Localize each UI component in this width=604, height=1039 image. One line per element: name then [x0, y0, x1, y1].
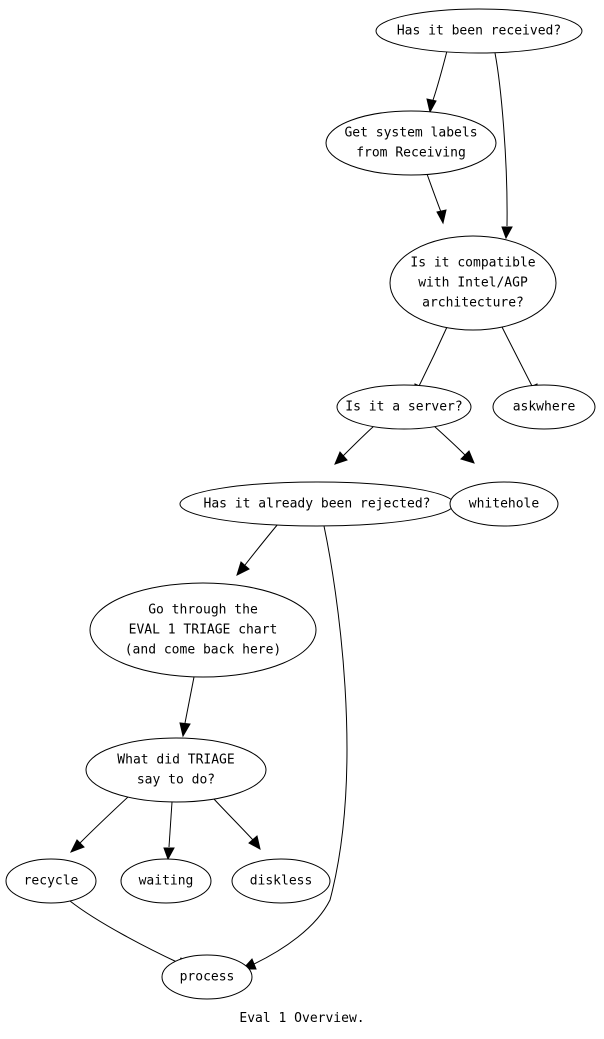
- edge-rejected-to-triage: [237, 524, 278, 575]
- edge-server-to-rejected: [335, 426, 374, 464]
- node-label: with Intel/AGP: [418, 275, 528, 291]
- arrowhead-icon: [71, 840, 84, 852]
- node-recycle[interactable]: [6, 859, 96, 903]
- edge-line: [185, 677, 194, 723]
- edge-received-to-compatible: [495, 53, 512, 238]
- edge-line: [432, 51, 447, 103]
- diagram-caption: Eval 1 Overview.: [239, 1011, 365, 1026]
- arrowhead-icon: [164, 848, 174, 859]
- edge-recycle-to-process: [70, 901, 189, 968]
- node-label: Is it compatible: [410, 255, 536, 271]
- node-server[interactable]: [337, 385, 471, 429]
- node-whitehole[interactable]: [450, 482, 558, 526]
- arrowhead-icon: [237, 562, 249, 575]
- node-label: What did TRIAGE: [117, 752, 235, 768]
- edge-whatdid-to-diskless: [213, 798, 260, 849]
- node-diskless[interactable]: [232, 859, 330, 903]
- node-label: say to do?: [136, 772, 216, 788]
- arrowhead-icon: [427, 99, 436, 112]
- edge-received-to-labels: [427, 51, 447, 112]
- node-label: Has it been received?: [396, 23, 562, 39]
- node-label: architecture?: [422, 295, 524, 311]
- edge-line: [245, 524, 278, 565]
- node-label: process: [179, 969, 235, 985]
- edge-line: [495, 53, 507, 226]
- node-askwhere[interactable]: [493, 385, 595, 429]
- node-label: whitehole: [468, 496, 540, 512]
- node-labels[interactable]: [326, 111, 496, 175]
- edge-whatdid-to-waiting: [164, 802, 174, 859]
- node-label: Has it already been rejected?: [203, 496, 431, 512]
- node-rejected[interactable]: [180, 482, 454, 526]
- node-shape: [86, 738, 266, 802]
- edge-line: [502, 327, 532, 386]
- node-label: askwhere: [512, 399, 576, 415]
- edge-line: [80, 797, 128, 843]
- node-shape: [326, 111, 496, 175]
- node-process[interactable]: [162, 955, 252, 999]
- edge-server-to-whitehole: [434, 426, 474, 463]
- node-compatible[interactable]: [390, 236, 556, 330]
- node-label: from Receiving: [356, 145, 466, 161]
- edge-line: [427, 174, 441, 212]
- node-label: recycle: [23, 873, 79, 889]
- edge-triage-to-whatdid: [180, 677, 194, 736]
- node-label: Go through the: [148, 602, 258, 618]
- edge-line: [419, 327, 447, 386]
- edge-line: [70, 901, 179, 963]
- edge-labels-to-compatible: [427, 174, 446, 223]
- node-label: diskless: [249, 873, 313, 889]
- node-waiting[interactable]: [121, 859, 211, 903]
- arrowhead-icon: [502, 227, 512, 238]
- arrowhead-icon: [437, 210, 446, 223]
- edge-line: [169, 802, 172, 847]
- node-label: Get system labels: [344, 125, 478, 141]
- node-triage[interactable]: [90, 583, 316, 677]
- node-received[interactable]: [376, 9, 582, 53]
- edge-whatdid-to-recycle: [71, 797, 128, 852]
- arrowhead-icon: [180, 723, 190, 736]
- node-whatdid[interactable]: [86, 738, 266, 802]
- edge-line: [213, 798, 253, 840]
- node-label: Is it a server?: [345, 399, 463, 415]
- node-label: EVAL 1 TRIAGE chart: [128, 622, 278, 638]
- edge-line: [343, 426, 374, 456]
- node-label: (and come back here): [124, 642, 282, 658]
- node-label: waiting: [138, 873, 194, 889]
- edge-line: [434, 426, 465, 455]
